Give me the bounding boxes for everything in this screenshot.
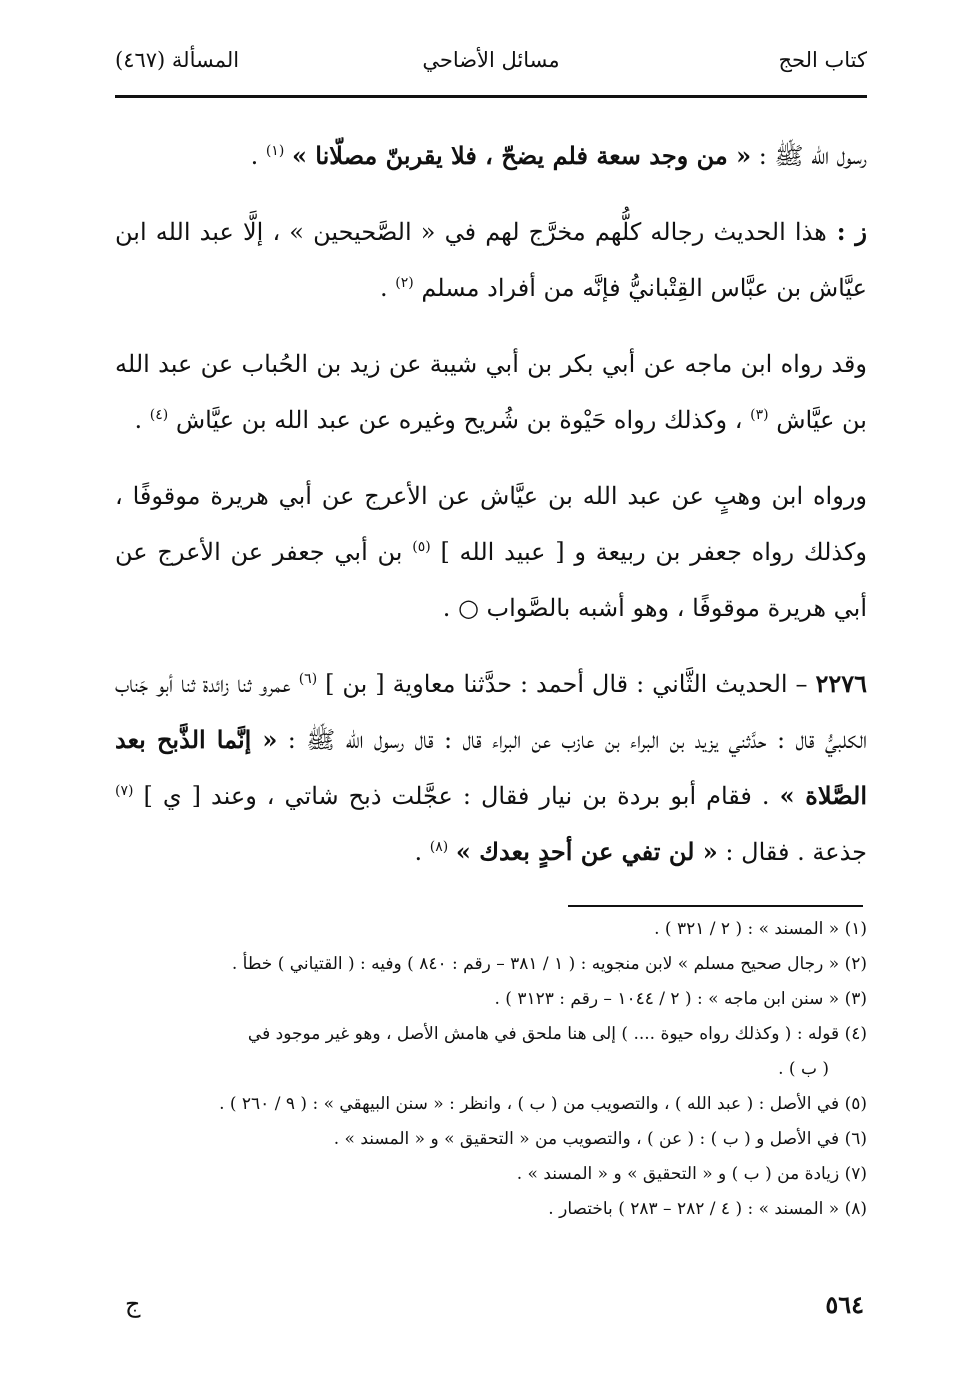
footnote-4: (٤) قوله : ( وكذلك رواه حيوة .... ) إلى هنا ملحق في هامش الأصل ، وهو غير موجود في — [247, 1024, 867, 1044]
paragraph-1: رسول الله ﷺ : « من وجد سعة فلم يضحّ ، فلا يقربنّ مصلّانا » $^{(١)}$ . — [250, 141, 867, 170]
main-text — [115, 128, 867, 900]
signature-mark: ج — [125, 1290, 141, 1318]
footnote-ref-5: (٥) — [412, 539, 431, 555]
hadith-quote: « من وجد سعة فلم يضحّ ، فلا يقربنّ مصلّانا » — [291, 141, 752, 170]
footnote-3: (٣) « سنن ابن ماجه » : ( ٢ / ١٠٤٤ – رقم : ٣١٢٣ ) . — [494, 989, 867, 1009]
footnote-ref-3: (٣) — [750, 407, 769, 423]
header-chapter-title: مسائل الأضاحي — [422, 48, 560, 72]
footnote-6: (٦) في الأصل و ( ب ) : ( عن ) ، والتصويب من « التحقيق » و « المسند » . — [333, 1129, 867, 1149]
header-issue-number: المسألة (٤٦٧) — [115, 48, 240, 72]
footnote-rule — [568, 905, 863, 907]
footnote-4-continued: ( ب ) . — [778, 1059, 829, 1079]
footnote-ref-8: (٨) — [429, 839, 449, 855]
header-book-title: كتاب الحج — [778, 48, 867, 72]
footnote-ref-7: (٧) — [115, 783, 134, 799]
footnote-ref-1: (١) — [265, 143, 285, 159]
footnote-7: (٧) زيادة من ( ب ) و « التحقيق » و « المسند » . — [516, 1164, 867, 1184]
footnote-5: (٥) في الأصل : ( عبد الله ) ، والتصويب من ( ب ) ، وانظر : « سنن البيهقي » : ( ٩ / ٢٦٠ ) . — [219, 1094, 867, 1114]
footnote-ref-2: (٢) — [395, 275, 414, 291]
header-rule — [115, 95, 867, 98]
paragraph-2: ز : هذا الحديث رجاله كلُّهم مخرَّج لهم في « الصَّحيحين » ، إلَّا عبد الله ابن عيَّاش بن عبَّاس القِتْبانيُّ فإنَّه من أفراد مسلم $^{(٢)}$ . — [115, 217, 868, 302]
footnote-2: (٢) « رجال صحيح مسلم » لابن منجويه : ( ١ / ٣٨١ – رقم : ٨٤٠ ) وفيه : ( القتياني ) خطأ . — [231, 954, 867, 974]
footnote-ref-6: (٦) — [298, 671, 318, 687]
hadith-quote: « لن تفي عن أحدٍ بعدك » — [455, 837, 718, 866]
footnote-8: (٨) « المسند » : ( ٤ / ٢٨٢ – ٢٨٣ ) باختصار . — [548, 1199, 867, 1219]
paragraph-3: وقد رواه ابن ماجه عن أبي بكر بن أبي شيبة عن زيد بن الحُباب عن عبد الله بن عيَّاش $^{(٣)}$ ، وكذلك رواه حَيْوة بن شُريح وغيره عن عبد الله بن عيَّاش $^{(٤)}$ . — [115, 350, 867, 434]
page-number: ٥٦٤ — [825, 1290, 864, 1319]
footnotes — [115, 912, 867, 1227]
footnote-1: (١) « المسند » : ( ٢ / ٣٢١ ) . — [654, 919, 867, 939]
paragraph-5: ٢٢٧٦ – الحديث الثَّاني : قال أحمد : حدَّثنا معاوية [ بن ] $^{(٦)}$ عمرو ثنا زائدة ثنا أبو جَناب الكلبيُّ قال : حدَّثني يزيد بن البراء بن عازب عن البراء قال : قال رسول الله ﷺ : « إنَّما الذَّبح بعد الصَّلاة » . فقام أبو بردة بن نيار فقال : عجَّلت ذبح شاتي ، وعند [ ي ] $^{(٧)}$ جذعة . فقال : « لن تفي عن أحدٍ بعدك » $^{(٨)}$ . — [115, 669, 868, 866]
footnote-ref-4: (٤) — [149, 407, 169, 423]
commentary-marker: ز : — [826, 217, 868, 246]
hadith-quote: « إنَّما الذَّبح بعد الصَّلاة » — [115, 725, 867, 810]
paragraph-4: ورواه ابن وهبٍ عن عبد الله بن عيَّاش عن الأعرج عن أبي هريرة موقوفًا ، وكذلك رواه جعفر بن ربيعة و [ عبيد الله ] $^{(٥)}$ بن أبي جعفر عن الأعرج عن أبي هريرة موقوفًا ، وهو أشبه بالصَّواب ○ . — [115, 482, 868, 622]
running-header — [115, 40, 867, 90]
hadith-number: ٢٢٧٦ — [815, 669, 868, 698]
